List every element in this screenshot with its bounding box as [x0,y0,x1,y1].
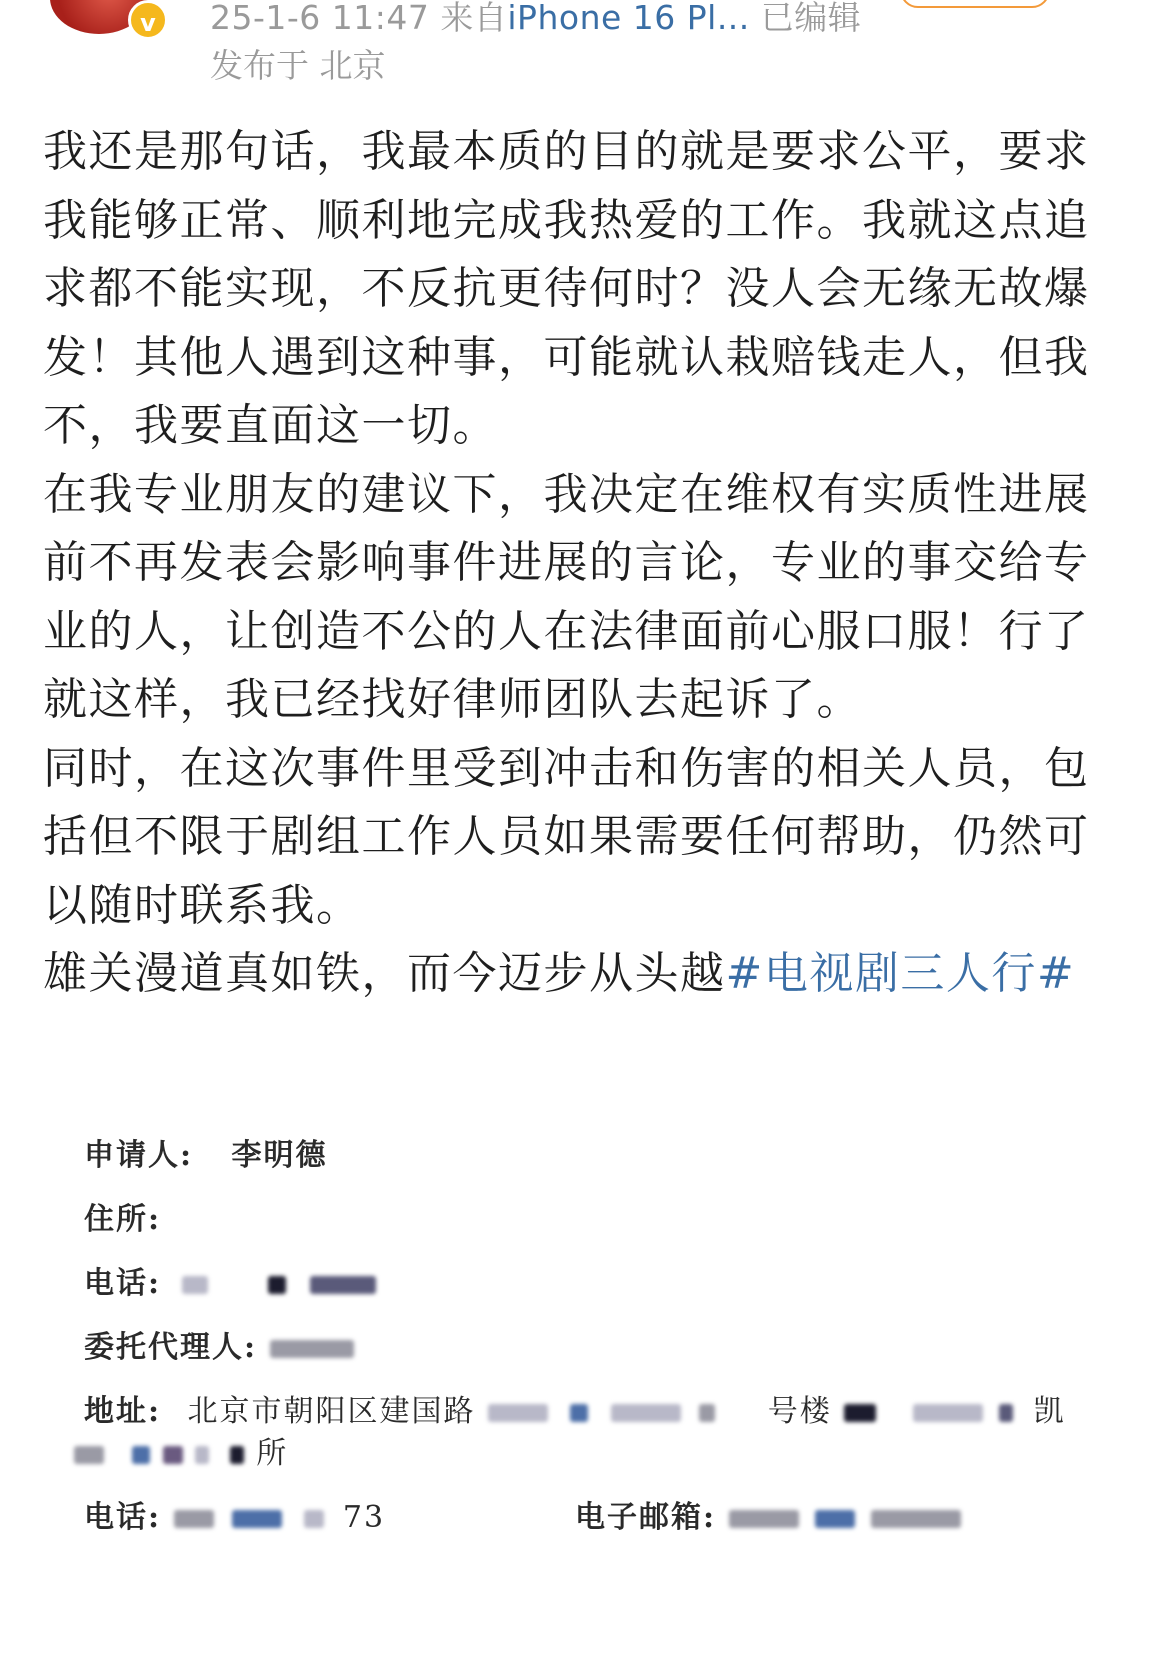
applicant-name: 李明德 [231,1138,328,1173]
residence-label: 住所: [84,1202,162,1237]
redacted-phone [174,1510,214,1528]
redacted-address [913,1404,983,1422]
post-last-line: 雄关漫道真如铁，而今迈步从头越 [43,948,726,999]
redacted-agent [270,1340,354,1358]
redacted-address [844,1404,876,1422]
email-label: 电子邮箱: [575,1500,717,1535]
post-paragraph: 同时，在这次事件里受到冲击和伤害的相关人员，包括但不限于剧组工作人员如果需要任何帮助，仍然可以随时联系我。 [43,742,1090,931]
source-prefix: 来自 [440,0,508,37]
edited-label[interactable]: 已编辑 [760,0,862,37]
address-visible: 北京市朝阳区建国路 [187,1394,476,1429]
redacted-address [230,1446,244,1464]
residence-line [84,1194,161,1238]
redacted-phone [268,1276,286,1294]
redacted-address [999,1404,1013,1422]
redacted-address [132,1446,150,1464]
applicant-line [84,1130,328,1174]
device-link[interactable]: iPhone 16 Pl... [507,0,750,37]
address-label: 地址: [84,1394,162,1429]
post-body [43,118,1123,1009]
redacted-email [815,1510,855,1528]
verified-icon: v [128,0,168,40]
post-location: 发布于 北京 [210,46,386,85]
redacted-email [871,1510,961,1528]
post-timestamp: 25-1-6 11:47 [210,0,430,37]
redacted-address [570,1404,588,1422]
redacted-address [163,1446,183,1464]
phone2-tail: 73 [342,1500,386,1535]
post-meta [210,0,861,39]
redacted-address [74,1446,104,1464]
redacted-phone [232,1510,282,1528]
email-line [575,1492,961,1536]
hashtag-link[interactable]: #电视剧三人行# [725,948,1076,999]
post-paragraph [43,940,1123,1009]
redacted-phone [310,1276,376,1294]
redacted-email [729,1510,799,1528]
address-line-2 [74,1428,288,1472]
agent-line [84,1322,354,1366]
redacted-address [699,1404,715,1422]
redacted-phone [182,1276,208,1294]
post-paragraph: 在我专业朋友的建议下，我决定在维权有实质性进展前不再发表会影响事件进展的言论，专业的事交给专业的人，让创造不公的人在法律面前心服口服！行了就这样，我已经找好律师团队去起诉了。 [43,468,1090,725]
phone-line [84,1258,376,1302]
agent-label: 委托代理人: [84,1330,258,1365]
phone2-line [84,1492,385,1536]
document-image[interactable] [70,1130,1120,1610]
follow-button[interactable] [900,0,1050,8]
phone-label: 电话: [84,1266,162,1301]
applicant-label: 申请人: [84,1138,194,1173]
redacted-phone [304,1510,324,1528]
redacted-address [488,1404,548,1422]
address-line [84,1386,1066,1430]
address-fragment: 所 [256,1436,289,1471]
post-paragraph: 我还是那句话，我最本质的目的就是要求公平，要求我能够正常、顺利地完成我热爱的工作。我就这点追求都不能实现，不反抗更待何时？没人会无缘无故爆发！其他人遇到这种事，可能就认栽赔钱走人，但我不，我要直面这一切。 [43,126,1090,451]
address-fragment: 凯 [1033,1394,1066,1429]
redacted-address [195,1446,209,1464]
redacted-address [611,1404,681,1422]
address-fragment: 号楼 [767,1394,832,1429]
phone2-label: 电话: [84,1500,162,1535]
